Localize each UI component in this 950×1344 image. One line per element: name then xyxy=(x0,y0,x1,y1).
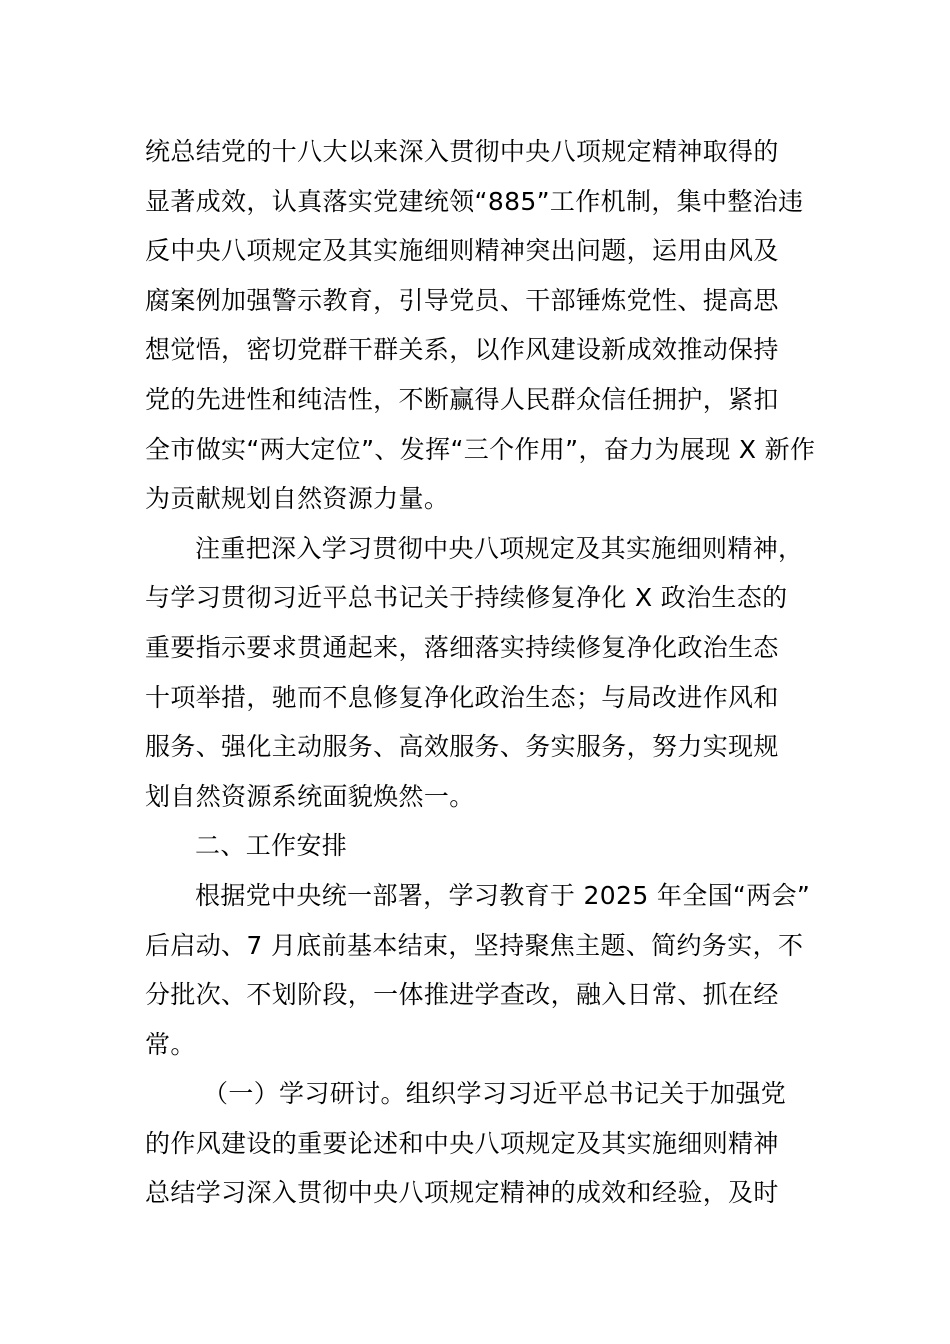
text-line: 常。 xyxy=(145,1029,196,1059)
text-line: 腐案例加强警示教育，引导党员、干部锤炼党性、提高思 xyxy=(145,285,779,315)
text-line: 的作风建设的重要论述和中央八项规定及其实施细则精神 xyxy=(145,1128,779,1158)
text-line: 党的先进性和纯洁性，不断赢得人民群众信任拥护，紧扣 xyxy=(145,384,779,414)
text-line: 划自然资源系统面貌焕然一。 xyxy=(145,781,475,811)
text-line: 服务、强化主动服务、高效服务、务实服务，努力实现规 xyxy=(145,732,779,762)
text-line: 统总结党的十八大以来深入贯彻中央八项规定精神取得的 xyxy=(145,137,779,166)
text-line: 十项举措，驰而不息修复净化政治生态；与局改进作风和 xyxy=(145,682,779,712)
text-line: 反中央八项规定及其实施细则精神突出问题，运用由风及 xyxy=(145,236,779,266)
document-body xyxy=(145,127,835,1218)
text-line: 全市做实“两大定位”、发挥“三个作用”，奋力为展现 X 新作 xyxy=(145,434,816,464)
section-heading xyxy=(145,821,835,871)
text-line: 为贡献规划自然资源力量。 xyxy=(145,484,450,514)
text-line: （一）学习研讨。组织学习习近平总书记关于加强党 xyxy=(203,1079,787,1109)
text-line: 注重把深入学习贯彻中央八项规定及其实施细则精神， xyxy=(195,533,804,563)
paragraph-3 xyxy=(145,871,835,1069)
text-line: 重要指示要求贯通起来，落细落实持续修复净化政治生态 xyxy=(145,632,779,662)
paragraph-1 xyxy=(145,127,835,524)
text-line: 根据党中央统一部署，学习教育于 2025 年全国“两会” xyxy=(195,880,811,910)
text-line: 分批次、不划阶段，一体推进学查改，融入日常、抓在经 xyxy=(145,980,779,1010)
paragraph-2 xyxy=(145,524,835,822)
text-line: 总结学习深入贯彻中央八项规定精神的成效和经验，及时 xyxy=(145,1178,779,1208)
paragraph-4 xyxy=(145,1069,835,1218)
section-heading-text: 二、工作安排 xyxy=(195,831,348,861)
text-line: 后启动、7 月底前基本结束，坚持聚焦主题、简约务实，不 xyxy=(145,930,804,960)
text-line: 显著成效，认真落实党建统领“885”工作机制，集中整治违 xyxy=(145,186,804,216)
text-line: 与学习贯彻习近平总书记关于持续修复净化 X 政治生态的 xyxy=(145,583,788,613)
text-line: 想觉悟，密切党群干群关系，以作风建设新成效推动保持 xyxy=(145,335,779,365)
